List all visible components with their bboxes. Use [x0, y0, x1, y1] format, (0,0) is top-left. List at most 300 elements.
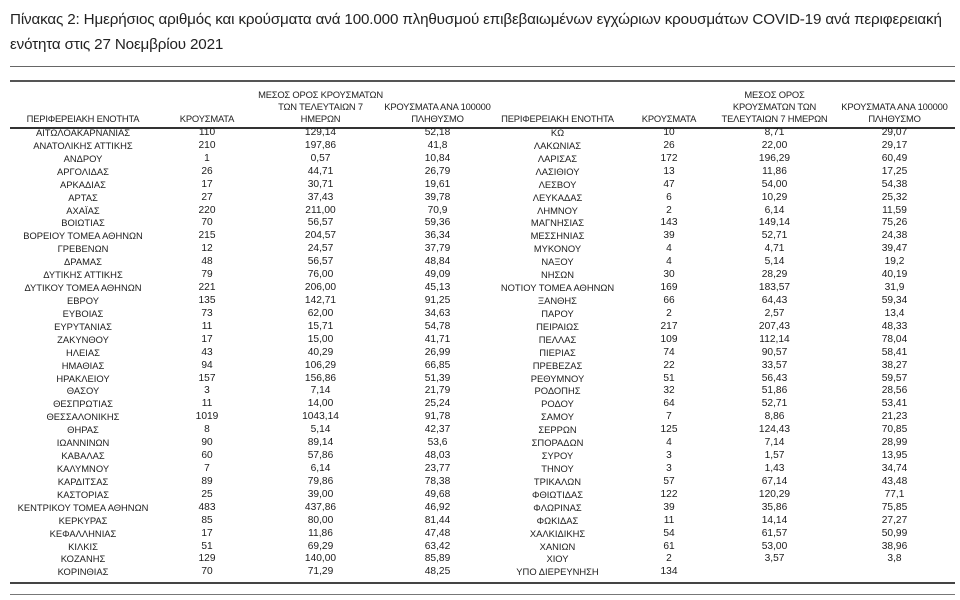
- cell-per100k-left: 91,25: [424, 294, 451, 306]
- cell-avg7-left: 204,57: [304, 230, 337, 242]
- cell-avg7-left: 56,57: [307, 217, 334, 229]
- cell-avg7-right: 14,14: [761, 514, 788, 526]
- cell-per100k-left: 51,39: [424, 372, 451, 384]
- cell-region-right: ΡΟΔΟΠΗΣ: [534, 385, 581, 397]
- header-cases-right: ΚΡΟΥΣΜΑΤΑ: [641, 113, 697, 124]
- cell-per100k-left: 25,24: [424, 398, 451, 410]
- cell-region-left: ΙΩΑΝΝΙΝΩΝ: [56, 437, 110, 449]
- cell-region-left: ΑΝΑΤΟΛΙΚΗΣ ΑΤΤΙΚΗΣ: [33, 139, 133, 151]
- table-row: [10, 528, 955, 541]
- cell-region-left: ΕΥΒΟΙΑΣ: [62, 307, 104, 319]
- header-region-right: ΠΕΡΙΦΕΡΕΙΑΚΗ ΕΝΟΤΗΤΑ: [501, 113, 614, 124]
- cell-per100k-right: 11,59: [882, 204, 907, 216]
- cell-cases-right: 32: [663, 385, 675, 397]
- cell-avg7-left: 30,71: [307, 178, 334, 190]
- cell-region-right: ΜΥΚΟΝΟΥ: [533, 243, 582, 255]
- cell-avg7-left: 106,29: [304, 359, 337, 371]
- table-row: [10, 553, 955, 566]
- table-row: [10, 437, 955, 450]
- cell-region-right: ΛΑΣΙΘΙΟΥ: [535, 165, 580, 177]
- cell-cases-left: 210: [198, 139, 216, 151]
- cell-avg7-left: 69,29: [307, 540, 334, 552]
- cell-per100k-left: 46,92: [424, 501, 451, 513]
- cell-region-left: ΚΕΦΑΛΛΗΝΙΑΣ: [49, 527, 117, 539]
- cell-cases-right: 74: [663, 346, 675, 358]
- cell-avg7-left: 80,00: [307, 514, 334, 526]
- cell-cases-right: 4: [666, 243, 672, 255]
- cell-per100k-right: 59,57: [881, 372, 908, 384]
- cell-cases-left: 90: [201, 437, 213, 449]
- cell-region-right: ΠΑΡΟΥ: [541, 307, 574, 319]
- cell-cases-left: 220: [198, 204, 216, 216]
- cell-per100k-left: 21,79: [424, 385, 451, 397]
- table-row: [10, 515, 955, 528]
- cell-region-right: ΧΙΟΥ: [546, 553, 569, 565]
- cell-avg7-left: 40,29: [307, 346, 334, 358]
- cell-cases-left: 94: [201, 359, 213, 371]
- cell-cases-right: 143: [660, 217, 678, 229]
- cell-cases-left: 12: [201, 243, 213, 255]
- cell-per100k-left: 48,03: [424, 450, 451, 462]
- cell-avg7-right: 3,57: [764, 553, 785, 565]
- cell-region-right: ΤΗΝΟΥ: [541, 462, 574, 474]
- cell-cases-right: 109: [660, 333, 678, 345]
- cell-avg7-right: 33,57: [761, 359, 788, 371]
- cell-region-right: ΣΑΜΟΥ: [540, 411, 575, 423]
- cell-per100k-left: 45,13: [424, 282, 451, 294]
- cell-avg7-right: 54,00: [761, 178, 788, 190]
- table-row: [10, 321, 955, 334]
- header-region-left: ΠΕΡΙΦΕΡΕΙΑΚΗ ΕΝΟΤΗΤΑ: [26, 113, 140, 124]
- table-row: [10, 476, 955, 489]
- cell-region-right: ΣΥΡΟΥ: [541, 450, 574, 462]
- cell-region-right: ΧΑΛΚΙΔΙΚΗΣ: [529, 527, 586, 539]
- cell-avg7-right: 149,14: [758, 217, 791, 229]
- cell-avg7-left: 7,14: [310, 385, 331, 397]
- table-row: [10, 269, 955, 282]
- cell-region-right: ΞΑΝΘΗΣ: [538, 294, 577, 306]
- cell-cases-left: 221: [198, 282, 216, 294]
- cell-region-right: ΧΑΝΙΩΝ: [539, 540, 576, 552]
- cell-per100k-left: 26,99: [424, 346, 451, 358]
- table-caption: Πίνακας 2: Ημερήσιος αριθμός και κρούσματα ανά 100.000 πληθυσμού επιβεβαιωμένων εγχώριων κρουσμάτων COVID-19 ανά περιφερειακή ενότητα στις 27 Νοεμβρίου 2021: [10, 11, 942, 53]
- cell-region-left: ΗΡΑΚΛΕΙΟΥ: [56, 372, 110, 384]
- covid-cases-table: [10, 86, 955, 579]
- cell-cases-left: 27: [201, 191, 213, 203]
- cell-cases-left: 215: [198, 230, 216, 242]
- cell-avg7-left: 140,00: [304, 553, 337, 565]
- cell-region-right: ΣΠΟΡΑΔΩΝ: [531, 437, 584, 449]
- cell-cases-left: 17: [201, 178, 213, 190]
- cell-avg7-left: 62,00: [307, 307, 334, 319]
- cell-avg7-right: 28,29: [761, 269, 788, 281]
- cell-region-left: ΚΕΡΚΥΡΑΣ: [58, 514, 108, 526]
- cell-region-left: ΗΜΑΘΙΑΣ: [61, 359, 105, 371]
- cell-cases-left: 17: [201, 527, 213, 539]
- top-rule-thick: [10, 80, 955, 82]
- table-row: [10, 450, 955, 463]
- cell-region-left: ΔΡΑΜΑΣ: [64, 256, 102, 268]
- cell-cases-left: 7: [204, 462, 210, 474]
- cell-per100k-right: 60,49: [881, 152, 908, 164]
- cell-cases-left: 11: [201, 320, 213, 332]
- table-row: [10, 192, 955, 205]
- cell-region-left: ΚΟΖΑΝΗΣ: [60, 553, 106, 565]
- cell-per100k-left: 41,8: [427, 139, 448, 151]
- cell-per100k-right: 27,27: [881, 514, 908, 526]
- table-row: [10, 385, 955, 398]
- cell-region-left: ΚΑΣΤΟΡΙΑΣ: [56, 488, 110, 500]
- table-row: [10, 373, 955, 386]
- cell-region-right: ΠΡΕΒΕΖΑΣ: [532, 359, 583, 371]
- cell-avg7-right: 1,43: [764, 462, 785, 474]
- cell-per100k-right: 24,38: [881, 230, 908, 242]
- cell-region-right: ΛΑΡΙΣΑΣ: [537, 152, 578, 164]
- table-row: [10, 334, 955, 347]
- cell-per100k-left: 34,63: [424, 307, 451, 319]
- table-row: [10, 308, 955, 321]
- cell-region-right: ΡΕΘΥΜΝΟΥ: [530, 372, 585, 384]
- cell-region-right: ΝΟΤΙΟΥ ΤΟΜΕΑ ΑΘΗΝΩΝ: [500, 282, 615, 294]
- cell-region-left: ΓΡΕΒΕΝΩΝ: [57, 243, 109, 255]
- cell-region-right: ΝΑΞΟΥ: [541, 256, 574, 268]
- cell-avg7-right: [715, 566, 834, 579]
- cell-cases-right: 51: [663, 372, 675, 384]
- cell-cases-right: 217: [660, 320, 678, 332]
- cell-per100k-right: 39,47: [881, 243, 908, 255]
- cell-cases-left: 157: [198, 372, 216, 384]
- cell-region-right: ΦΩΚΙΔΑΣ: [536, 514, 579, 526]
- cell-region-left: ΖΑΚΥΝΘΟΥ: [57, 333, 109, 345]
- cell-cases-right: 4: [666, 437, 672, 449]
- cell-per100k-right: 75,26: [881, 217, 908, 229]
- cell-region-left: ΒΟΙΩΤΙΑΣ: [61, 217, 105, 229]
- cell-per100k-right: 19,2: [884, 256, 905, 268]
- cell-per100k-left: 66,85: [424, 359, 451, 371]
- cell-avg7-left: 1043,14: [302, 411, 339, 423]
- cell-cases-right: 169: [660, 282, 678, 294]
- table-header-row: [10, 86, 955, 127]
- cell-region-left: ΗΛΕΙΑΣ: [66, 346, 100, 358]
- cell-region-left: ΔΥΤΙΚΗΣ ΑΤΤΙΚΗΣ: [43, 269, 123, 281]
- cell-avg7-left: 79,86: [307, 475, 334, 487]
- cell-per100k-left: 52,18: [424, 127, 451, 138]
- cell-per100k-left: 85,89: [424, 553, 451, 565]
- cell-cases-left: 110: [198, 127, 216, 138]
- cell-avg7-right: 61,57: [761, 527, 788, 539]
- cell-per100k-right: 17,25: [881, 165, 908, 177]
- cell-region-right: ΜΕΣΣΗΝΙΑΣ: [530, 230, 585, 242]
- cell-per100k-right: 43,48: [881, 475, 908, 487]
- table-row: [10, 179, 955, 192]
- cell-avg7-left: 76,00: [307, 269, 334, 281]
- cell-per100k-right: 53,41: [881, 398, 908, 410]
- table-row: [10, 217, 955, 230]
- cell-cases-right: 3: [666, 462, 672, 474]
- cell-avg7-left: 56,57: [307, 256, 334, 268]
- cell-region-left: ΑΡΓΟΛΙΔΑΣ: [57, 165, 109, 177]
- cell-avg7-left: 5,14: [310, 424, 331, 436]
- cell-avg7-left: 39,00: [307, 488, 334, 500]
- cell-region-right: ΜΑΓΝΗΣΙΑΣ: [530, 217, 585, 229]
- cell-cases-left: 8: [204, 424, 210, 436]
- table-row: [10, 489, 955, 502]
- cell-avg7-left: 206,00: [304, 282, 337, 294]
- cell-region-left: ΑΡΚΑΔΙΑΣ: [60, 178, 106, 190]
- cell-per100k-right: 78,04: [881, 333, 908, 345]
- cell-avg7-left: 15,71: [307, 320, 334, 332]
- cell-cases-right: 54: [663, 527, 675, 539]
- cell-per100k-left: 78,38: [424, 475, 451, 487]
- cell-cases-right: 4: [666, 256, 672, 268]
- table-row: [10, 424, 955, 437]
- cell-per100k-right: 28,99: [881, 437, 908, 449]
- cell-avg7-left: 57,86: [307, 450, 334, 462]
- table-row: [10, 230, 955, 243]
- cell-per100k-left: 48,84: [424, 256, 451, 268]
- cell-avg7-left: 142,71: [304, 294, 337, 306]
- cell-cases-left: 26: [201, 165, 213, 177]
- cell-avg7-right: 8,71: [764, 127, 785, 138]
- cell-cases-right: 22: [663, 359, 675, 371]
- table-row: [10, 463, 955, 476]
- cell-per100k-right: 21,23: [881, 411, 908, 423]
- cell-cases-right: 66: [663, 294, 675, 306]
- table-row: [10, 360, 955, 373]
- cell-region-left: ΔΥΤΙΚΟΥ ΤΟΜΕΑ ΑΘΗΝΩΝ: [24, 282, 142, 294]
- cell-avg7-left: 44,71: [307, 165, 334, 177]
- cell-per100k-right: 54,38: [881, 178, 908, 190]
- cell-region-right: ΠΕΙΡΑΙΩΣ: [536, 320, 579, 332]
- cell-per100k-right: 29,17: [881, 139, 908, 151]
- cell-cases-right: 47: [663, 178, 675, 190]
- header-per100k-right: ΚΡΟΥΣΜΑΤΑ ΑΝΑ 100000 ΠΛΗΘΥΣΜΟ: [841, 101, 948, 124]
- cell-per100k-left: 81,44: [424, 514, 451, 526]
- cell-avg7-right: 4,71: [764, 243, 785, 255]
- cell-avg7-left: 211,00: [305, 204, 336, 216]
- cell-region-left: ΘΕΣΣΑΛΟΝΙΚΗΣ: [46, 411, 120, 423]
- cell-region-left: ΘΗΡΑΣ: [67, 424, 99, 436]
- cell-cases-left: 60: [201, 450, 213, 462]
- cell-avg7-left: 14,00: [307, 398, 334, 410]
- cell-cases-left: 70: [201, 566, 213, 578]
- cell-region-right: ΦΛΩΡΙΝΑΣ: [533, 501, 582, 513]
- cell-cases-left: 25: [201, 488, 213, 500]
- cell-avg7-right: 51,86: [761, 385, 788, 397]
- cell-per100k-right: [834, 566, 955, 579]
- cell-per100k-right: 59,34: [881, 294, 908, 306]
- cell-avg7-right: 56,43: [761, 372, 788, 384]
- cell-per100k-right: 38,27: [881, 359, 908, 371]
- cell-region-left: ΘΑΣΟΥ: [66, 385, 100, 397]
- cell-cases-right: 39: [663, 230, 675, 242]
- cell-cases-left: 483: [198, 501, 216, 513]
- cell-avg7-right: 8,86: [764, 411, 785, 423]
- header-avg7-right: ΜΕΣΟΣ ΟΡΟΣ ΚΡΟΥΣΜΑΤΩΝ ΤΩΝ ΤΕΛΕΥΤΑΙΩΝ 7 ΗΜΕΡΩΝ: [721, 89, 828, 124]
- table-row: [10, 347, 955, 360]
- cell-avg7-right: 2,57: [764, 307, 785, 319]
- cell-cases-left: 1019: [195, 411, 219, 423]
- cell-avg7-right: 183,57: [758, 282, 791, 294]
- top-rule: [10, 66, 955, 67]
- cell-per100k-left: 59,36: [424, 217, 451, 229]
- cell-region-right: ΦΘΙΩΤΙΔΑΣ: [531, 488, 584, 500]
- cell-avg7-right: 112,14: [759, 333, 790, 345]
- cell-per100k-left: 42,37: [424, 424, 451, 436]
- table-row: [10, 282, 955, 295]
- cell-cases-left: 1: [204, 152, 210, 164]
- cell-region-left: ΕΥΡΥΤΑΝΙΑΣ: [54, 320, 112, 332]
- cell-per100k-left: 37,79: [424, 243, 451, 255]
- cell-avg7-right: 124,43: [758, 424, 791, 436]
- cell-avg7-right: 53,00: [761, 540, 788, 552]
- cell-region-right: ΡΟΔΟΥ: [541, 398, 574, 410]
- cell-avg7-left: 37,43: [307, 191, 334, 203]
- table-body: [10, 127, 955, 579]
- cell-cases-right: 134: [660, 566, 678, 578]
- cell-cases-left: 11: [201, 398, 213, 410]
- cell-cases-left: 129: [198, 553, 216, 565]
- table-row: [10, 153, 955, 166]
- cell-avg7-left: 0,57: [310, 152, 331, 164]
- cell-avg7-right: 67,14: [761, 475, 788, 487]
- cell-region-right: ΚΩ: [550, 127, 565, 138]
- cell-region-right: ΠΙΕΡΙΑΣ: [539, 346, 576, 358]
- cell-region-left: ΚΕΝΤΡΙΚΟΥ ΤΟΜΕΑ ΑΘΗΝΩΝ: [17, 501, 149, 513]
- cell-cases-right: 2: [666, 307, 672, 319]
- cell-per100k-right: 34,74: [881, 462, 908, 474]
- bottom-rule-thin: [10, 594, 955, 595]
- cell-per100k-left: 23,77: [424, 462, 451, 474]
- table-row: [10, 205, 955, 218]
- cell-per100k-right: 40,19: [881, 269, 908, 281]
- cell-cases-right: 6: [666, 191, 672, 203]
- cell-avg7-right: 7,14: [764, 437, 785, 449]
- table-row: [10, 127, 955, 140]
- table-row: [10, 140, 955, 153]
- cell-per100k-left: 39,78: [424, 191, 451, 203]
- cell-cases-left: 3: [204, 385, 210, 397]
- cell-avg7-right: 64,43: [761, 294, 788, 306]
- header-per100k-left: ΚΡΟΥΣΜΑΤΑ ΑΝΑ 100000 ΠΛΗΘΥΣΜΟ: [384, 101, 491, 124]
- cell-region-left: ΑΧΑΪΑΣ: [66, 204, 100, 216]
- cell-cases-right: 2: [666, 204, 672, 216]
- cell-cases-left: 70: [201, 217, 213, 229]
- cell-region-right: ΛΑΚΩΝΙΑΣ: [533, 139, 582, 151]
- cell-region-right: ΛΕΥΚΑΔΑΣ: [532, 191, 583, 203]
- table-row: [10, 243, 955, 256]
- cell-cases-left: 79: [201, 269, 213, 281]
- header-avg7-left: ΜΕΣΟΣ ΟΡΟΣ ΚΡΟΥΣΜΑΤΩΝ ΤΩΝ ΤΕΛΕΥΤΑΙΩΝ 7 ΗΜΕΡΩΝ: [258, 89, 383, 124]
- cell-per100k-right: 58,41: [881, 346, 908, 358]
- cell-region-left: ΚΑΡΔΙΤΣΑΣ: [57, 475, 109, 487]
- cell-region-left: ΚΑΛΥΜΝΟΥ: [56, 462, 110, 474]
- bottom-rule: [10, 582, 955, 584]
- cell-avg7-right: 52,71: [761, 398, 788, 410]
- cell-cases-right: 122: [660, 488, 678, 500]
- cell-avg7-right: 22,00: [761, 139, 788, 151]
- cell-region-left: ΘΕΣΠΡΩΤΙΑΣ: [53, 398, 113, 410]
- cell-per100k-right: 77,1: [884, 488, 905, 500]
- cell-region-right: ΛΗΜΝΟΥ: [537, 204, 578, 216]
- table-row: [10, 541, 955, 554]
- cell-region-left: ΚΑΒΑΛΑΣ: [61, 450, 105, 462]
- header-cases-left: ΚΡΟΥΣΜΑΤΑ: [179, 113, 235, 124]
- cell-avg7-right: 10,29: [761, 191, 788, 203]
- cell-per100k-left: 10,84: [424, 152, 451, 164]
- table-row: [10, 566, 955, 579]
- table-row: [10, 166, 955, 179]
- cell-avg7-right: 207,43: [758, 320, 791, 332]
- cell-per100k-right: 31,9: [884, 282, 905, 294]
- cell-region-right: ΛΕΣΒΟΥ: [538, 178, 577, 190]
- cell-cases-left: 89: [201, 475, 213, 487]
- cell-avg7-right: 5,14: [764, 256, 785, 268]
- cell-cases-right: 7: [666, 411, 672, 423]
- cell-region-right: ΤΡΙΚΑΛΩΝ: [533, 475, 582, 487]
- cell-cases-left: 135: [198, 294, 216, 306]
- cell-cases-left: 48: [201, 256, 213, 268]
- cell-per100k-right: 3,8: [887, 553, 902, 565]
- cell-cases-right: 10: [663, 127, 675, 138]
- cell-cases-right: 13: [663, 165, 675, 177]
- cell-cases-right: 3: [666, 450, 672, 462]
- cell-per100k-right: 75,85: [881, 501, 908, 513]
- cell-region-left: ΑΡΤΑΣ: [68, 191, 98, 203]
- cell-cases-right: 30: [663, 269, 675, 281]
- cell-cases-left: 73: [201, 307, 213, 319]
- cell-cases-left: 51: [201, 540, 213, 552]
- cell-per100k-left: 53,6: [427, 437, 448, 449]
- cell-cases-right: 64: [663, 398, 675, 410]
- cell-avg7-right: 11,86: [762, 165, 787, 177]
- cell-avg7-right: 90,57: [761, 346, 788, 358]
- cell-per100k-right: 13,4: [884, 307, 905, 319]
- cell-per100k-right: 38,96: [881, 540, 908, 552]
- cell-cases-left: 17: [201, 333, 213, 345]
- table-row: [10, 295, 955, 308]
- cell-avg7-right: 6,14: [764, 204, 785, 216]
- cell-per100k-right: 25,32: [881, 191, 908, 203]
- cell-per100k-right: 28,56: [881, 385, 908, 397]
- table-row: [10, 411, 955, 424]
- cell-per100k-right: 70,85: [881, 424, 908, 436]
- cell-cases-right: 172: [660, 152, 678, 164]
- cell-region-right: ΝΗΣΩΝ: [540, 269, 575, 281]
- cell-avg7-right: 120,29: [758, 488, 791, 500]
- cell-region-left: ΚΙΛΚΙΣ: [68, 540, 98, 552]
- cell-per100k-left: 49,68: [424, 488, 451, 500]
- cell-avg7-left: 437,86: [304, 501, 337, 513]
- cell-avg7-right: 196,29: [758, 152, 791, 164]
- cell-cases-left: 43: [201, 346, 213, 358]
- cell-per100k-left: 48,25: [424, 566, 451, 578]
- table-row: [10, 502, 955, 515]
- cell-region-right: ΥΠΟ ΔΙΕΡΕΥΝΗΣΗ: [516, 566, 599, 578]
- cell-per100k-left: 47,48: [424, 527, 451, 539]
- cell-cases-right: 125: [660, 424, 678, 436]
- cell-region-right: ΠΕΛΛΑΣ: [538, 333, 577, 345]
- cell-cases-right: 61: [663, 540, 675, 552]
- cell-avg7-left: 156,86: [304, 372, 337, 384]
- table-row: [10, 256, 955, 269]
- cell-per100k-right: 48,33: [881, 320, 908, 332]
- cell-per100k-left: 63,42: [424, 540, 451, 552]
- cell-per100k-left: 49,09: [424, 269, 451, 281]
- cell-per100k-right: 29,07: [881, 127, 908, 138]
- cell-per100k-left: 41,71: [424, 333, 451, 345]
- cell-avg7-left: 89,14: [307, 437, 334, 449]
